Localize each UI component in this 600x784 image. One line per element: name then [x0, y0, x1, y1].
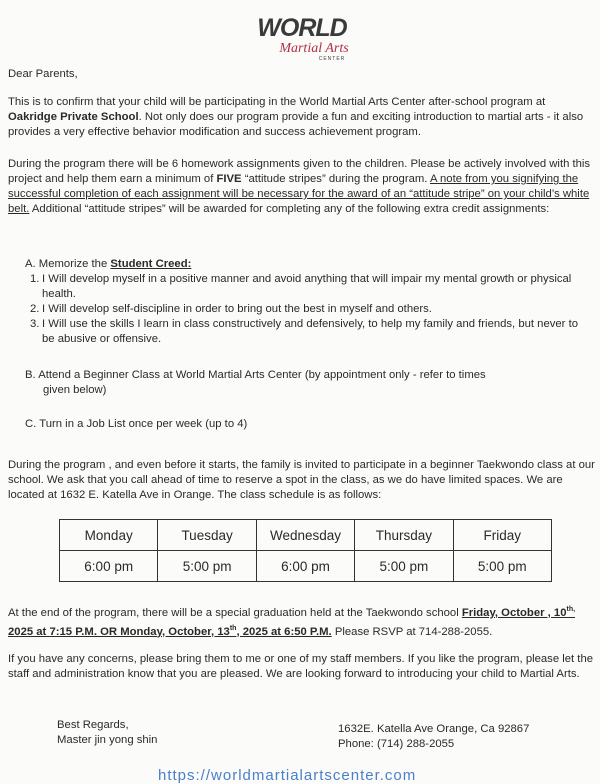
homework-paragraph: During the program there will be 6 homework assignments given to the children. Please be actively involved with this project and help them earn a minimum of FIVE “attitude stripes” during the program. A note from you signifying the successful completion of each assignment will be necessary for the award of an “attitude stripe” on your child’s white belt. Additional “attitude stripes” will be awarded for completing any of the following extra credit assignments: — [8, 158, 591, 215]
schedule-day: Thursday — [355, 520, 453, 551]
five-emphasis: FIVE — [216, 173, 242, 185]
graduation-dates: Friday, October , $10^{th,}$ 2025 at 7:15 P.M. OR Monday, October, 13th, 2025 at 6:50 P.M. — [8, 606, 576, 638]
schedule-day: Friday — [453, 520, 551, 551]
schedule-time: 5:00 pm — [355, 551, 453, 582]
world-martial-arts-logo — [252, 14, 352, 62]
closing-salutation: Best Regards, — [57, 719, 129, 731]
address: 1632E. Katella Ave Orange, Ca 92867 — [338, 723, 530, 735]
assignment-b: B. Attend a Beginner Class at World Martial Arts Center (by appointment only - refer to times given below) — [25, 369, 486, 396]
logo-script: Martial Arts — [279, 41, 349, 56]
school-name: Oakridge Private School — [8, 111, 139, 123]
table-row — [60, 520, 552, 551]
schedule-day: Tuesday — [158, 520, 256, 551]
class-invite-paragraph: During the program , and even before it starts, the family is invited to participate in a beginner Taekwondo class at our school. We ask that you call ahead of time to reserve a spot in the class, as we do have limited spaces. We are located at 1632 E. Katella Ave in Orange. The class schedule is as follows: — [8, 459, 595, 501]
signer-name: Master jin yong shin — [57, 734, 158, 746]
contact-block — [338, 722, 588, 752]
closing-paragraph: If you have any concerns, please bring them to me or one of my staff members. If you like the program, please let the staff and administration know that you are pleased. We are looking forward to introducing your child to Martial Arts. — [8, 653, 594, 680]
greeting: Dear Parents, — [8, 68, 78, 80]
intro-paragraph: This is to confirm that your child will be participating in the World Martial Arts Center after-school program at Oakridge Private School. Not only does our program provide a fun and exciting introduction to martial arts - it also provides a very effective behavior modification and success achievement program. — [8, 96, 584, 138]
graduation-paragraph: At the end of the program, there will be a special graduation held at the Taekwondo school Friday, October , $10^{th,}$ 2025 at 7:15 P.M. OR Monday, October, 13th, 2025 at 6:50 P.M. Please RSVP at 714-288-2055. — [8, 606, 576, 638]
logo-word: WORLD — [257, 14, 347, 42]
schedule-time: 5:00 pm — [158, 551, 256, 582]
student-creed-list — [30, 272, 590, 347]
schedule-time: 6:00 pm — [256, 551, 354, 582]
assignment-a: A. Memorize the Student Creed: — [25, 258, 192, 270]
student-creed-heading: Student Creed: — [110, 258, 192, 270]
footer-url[interactable]: https://worldmartialartscenter.com — [158, 767, 417, 784]
list-item: 2. I Will develop self-discipline in order to bring out the best in myself and others. — [30, 303, 432, 315]
table-row — [60, 551, 552, 582]
schedule-day: Wednesday — [256, 520, 354, 551]
class-schedule-table — [59, 519, 552, 582]
schedule-time: 5:00 pm — [453, 551, 551, 582]
list-item: 1. I Will develop myself in a positive manner and avoid anything that will impair my mental growth or physical health. — [30, 273, 572, 300]
logo-sub: CENTER — [318, 56, 346, 62]
signature-block — [57, 718, 307, 748]
list-item: 3. I Will use the skills I learn in class constructively and defensively, to help my family and friends, but never to be abusive or offensive. — [30, 318, 579, 345]
phone: Phone: (714) 288-2055 — [338, 738, 455, 750]
assignment-c: C. Turn in a Job List once per week (up to 4) — [25, 418, 248, 430]
note-requirement: A note from you signifying the successful completion of each assignment will be necessary for the award of an “attitude stripe” on your child’s white belt. — [8, 173, 590, 215]
schedule-day: Monday — [60, 520, 158, 551]
schedule-time: 6:00 pm — [60, 551, 158, 582]
